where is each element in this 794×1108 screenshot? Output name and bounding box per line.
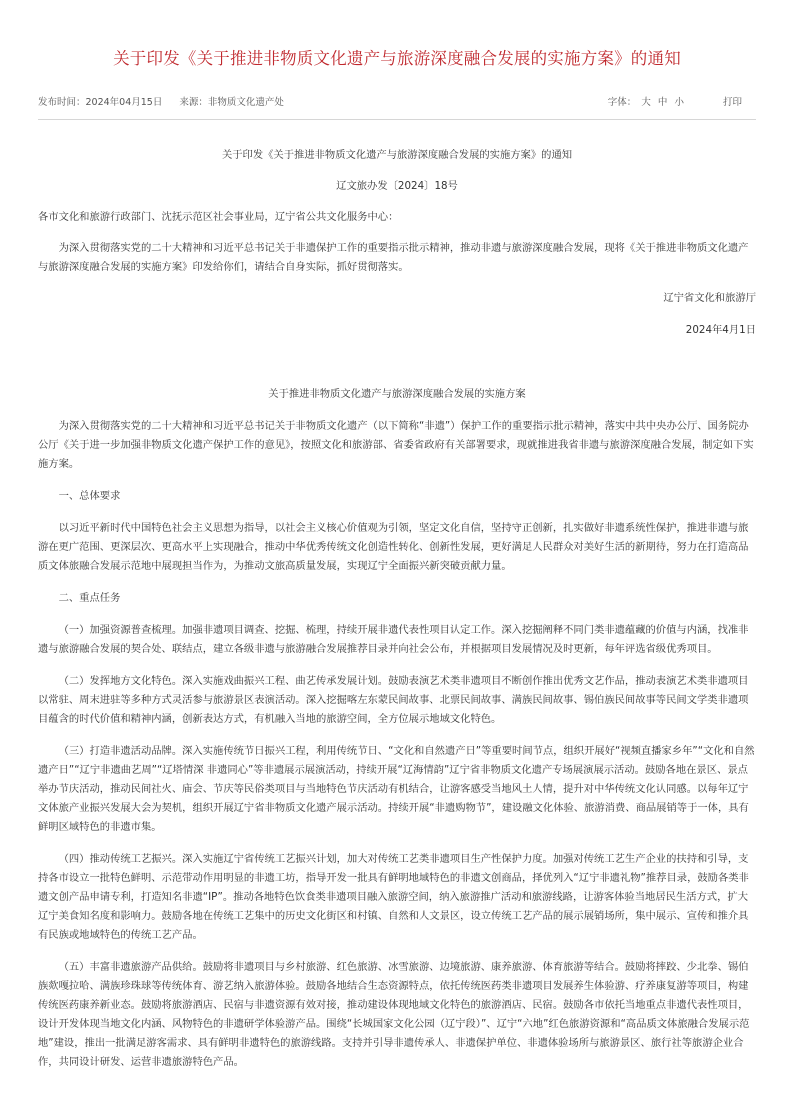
- notice-signature: 辽宁省文化和旅游厅: [663, 292, 756, 304]
- doc-number: 辽文旅办发〔2024〕18号: [336, 180, 458, 192]
- plan-intro: 为深入贯彻落实党的二十大精神和习近平总书记关于非物质文化遗产（以下简称“非遗”）保护工作的重要指示批示精神，落实中共中央办公厅、国务院办公厅《关于进一步加强非物质文化遗产保护工作的意见》，按照文化和旅游部、省委省政府有关部署要求，现就推进我省非遗与旅游深度融合发展，制定如下实施方案。: [38, 420, 754, 470]
- font-size-large-button[interactable]: 大: [641, 97, 651, 108]
- article-title: 关于印发《关于推进非物质文化遗产与旅游深度融合发展的实施方案》的通知: [113, 49, 681, 68]
- task-2: （二）发挥地方文化特色。深入实施戏曲振兴工程、曲艺传承发展计划。鼓励表演艺术类非遗项目不断创作推出优秀文艺作品，推动表演艺术类非遗项目以常驻、周末进驻等多种方式灵活参与旅游景区表演活动。深入挖掘喀左东蒙民间故事、北票民间故事、满族民间故事、锡伯族民间故事等民间文学类非遗项目蕴含的时代价值和精神内涵，创新表达方式，有机融入当地的旅游空间，全方位展示地域文化特色。: [38, 675, 749, 725]
- notice-recipients: 各市文化和旅游行政部门、沈抚示范区社会事业局，辽宁省公共文化服务中心：: [38, 211, 399, 223]
- publish-time: 发布时间：2024年04月15日: [38, 97, 163, 108]
- font-size-switcher: [608, 97, 689, 108]
- font-size-small-button[interactable]: 小: [674, 97, 684, 108]
- notice-date: 2024年4月1日: [685, 324, 756, 336]
- section-1-body: 以习近平新时代中国特色社会主义思想为指导，以社会主义核心价值观为引领，坚定文化自信，坚持守正创新，扎实做好非遗系统性保护，推进非遗与旅游在更广范围、更深层次、更高水平上实现融合，推动中华优秀传统文化创造性转化、创新性发展，更好满足人民群众对美好生活的新期待，努力在打造高品质文体旅融合发展示范地中展现担当作为，为推动文旅高质量发展，实现辽宁全面振兴新突破贡献力量。: [38, 522, 749, 572]
- article-source: 来源：非物质文化遗产处: [179, 97, 284, 108]
- task-1: （一）加强资源普查梳理。加强非遗项目调查、挖掘、梳理，持续开展非遗代表性项目认定工作。深入挖掘阐释不同门类非遗蕴藏的价值与内涵，找准非遗与旅游融合发展的契合处、联结点，建立各级非遗与旅游融合发展推荐目录并向社会公布，并根据项目发展情况及时更新，每年评选省级优秀项目。: [38, 624, 749, 655]
- task-3: （三）打造非遗活动品牌。深入实施传统节日振兴工程，利用传统节日、“文化和自然遗产日”等重要时间节点，组织开展好“视频直播家乡年”“文化和自然遗产日”“辽宁非遗曲艺周”“辽塔情深 非遗同心”等非遗展示展演活动，持续开展“辽海情韵”辽宁省非物质文化遗产专场展演展示活动。鼓励各地在景区、景点举办节庆活动，推动民间社火、庙会、节庆等民俗类项目与当地特色节庆活动有机结合，让游客感受当地风土人情，提升对中华传统文化认同感。以每年辽宁文体旅产业振兴发展大会为契机，组织开展辽宁省非物质文化遗产展示活动。持续开展“非遗购物节”，建设融文化体验、旅游消费、商品展销等于一体，具有鲜明区域特色的非遗市集。: [38, 745, 755, 833]
- article-tools: [608, 95, 742, 111]
- article-meta-bar: [38, 95, 756, 111]
- plan-heading: 关于推进非物质文化遗产与旅游深度融合发展的实施方案: [268, 388, 526, 400]
- task-4: （四）推动传统工艺振兴。深入实施辽宁省传统工艺振兴计划，加大对传统工艺类非遗项目生产性保护力度。加强对传统工艺生产企业的扶持和引导，支持各市设立一批特色鲜明、示范带动作用明显的非遗工坊，指导开发一批具有鲜明地域特色的非遗文创商品，择优列入“辽宁非遗礼物”推荐目录，鼓励各类非遗文创产品申请专利，打造知名非遗“IP”。推动各地特色饮食类非遗项目融入旅游空间，纳入旅游推广活动和旅游线路，让游客体验当地居民生活方式，扩大辽宁美食知名度和影响力。鼓励各地在传统工艺集中的历史文化街区和村镇、自然和人文景区，设立传统工艺产品的展示展销场所，集中展示、宣传和推介具有民族或地域特色的传统工艺产品。: [38, 853, 749, 941]
- section-1-title: 一、总体要求: [58, 490, 121, 502]
- font-size-medium-button[interactable]: 中: [657, 97, 668, 108]
- notice-heading: 关于印发《关于推进非物质文化遗产与旅游深度融合发展的实施方案》的通知: [221, 149, 573, 161]
- print-button[interactable]: 打印: [722, 97, 742, 108]
- section-2-title: 二、重点任务: [58, 592, 121, 604]
- task-5: （五）丰富非遗旅游产品供给。鼓励将非遗项目与乡村旅游、红色旅游、冰雪旅游、边境旅游、康养旅游、体育旅游等结合。鼓励将摔跤、少北拳、锡伯族欻嘎拉哈、满族珍珠球等传统体育、游艺纳入旅游体验。鼓励各地结合生态资源特点，依托传统医药类非遗项目发展养生体验游、疗养康复游等项目，构建传统医药康养新业态。鼓励将旅游酒店、民宿与非遗资源有效对接，推动建设体现地域文化特色的旅游酒店、民宿。鼓励各市依托当地重点非遗代表性项目，设计开发体现当地文化内涵、风物特色的非遗研学体验游产品。围绕“长城国家文化公园（辽宁段）”、辽宁“六地”红色旅游资源和“高品质文体旅融合发展示范地”建设，推出一批满足游客需求、具有鲜明非遗特色的旅游线路。支持并引导非遗传承人、非遗保护单位、非遗体验场所与旅游景区、旅行社等旅游企业合作，共同设计研发、运营非遗旅游特色产品。: [38, 961, 750, 1068]
- article-content: [38, 146, 756, 1072]
- font-size-label: 字体：: [607, 97, 637, 108]
- header-divider: [38, 119, 756, 120]
- notice-body: 为深入贯彻落实党的二十大精神和习近平总书记关于非遗保护工作的重要指示批示精神，推动非遗与旅游深度融合发展，现将《关于推进非物质文化遗产与旅游深度融合发展的实施方案》印发给你们，请结合自身实际，抓好贯彻落实。: [38, 242, 749, 273]
